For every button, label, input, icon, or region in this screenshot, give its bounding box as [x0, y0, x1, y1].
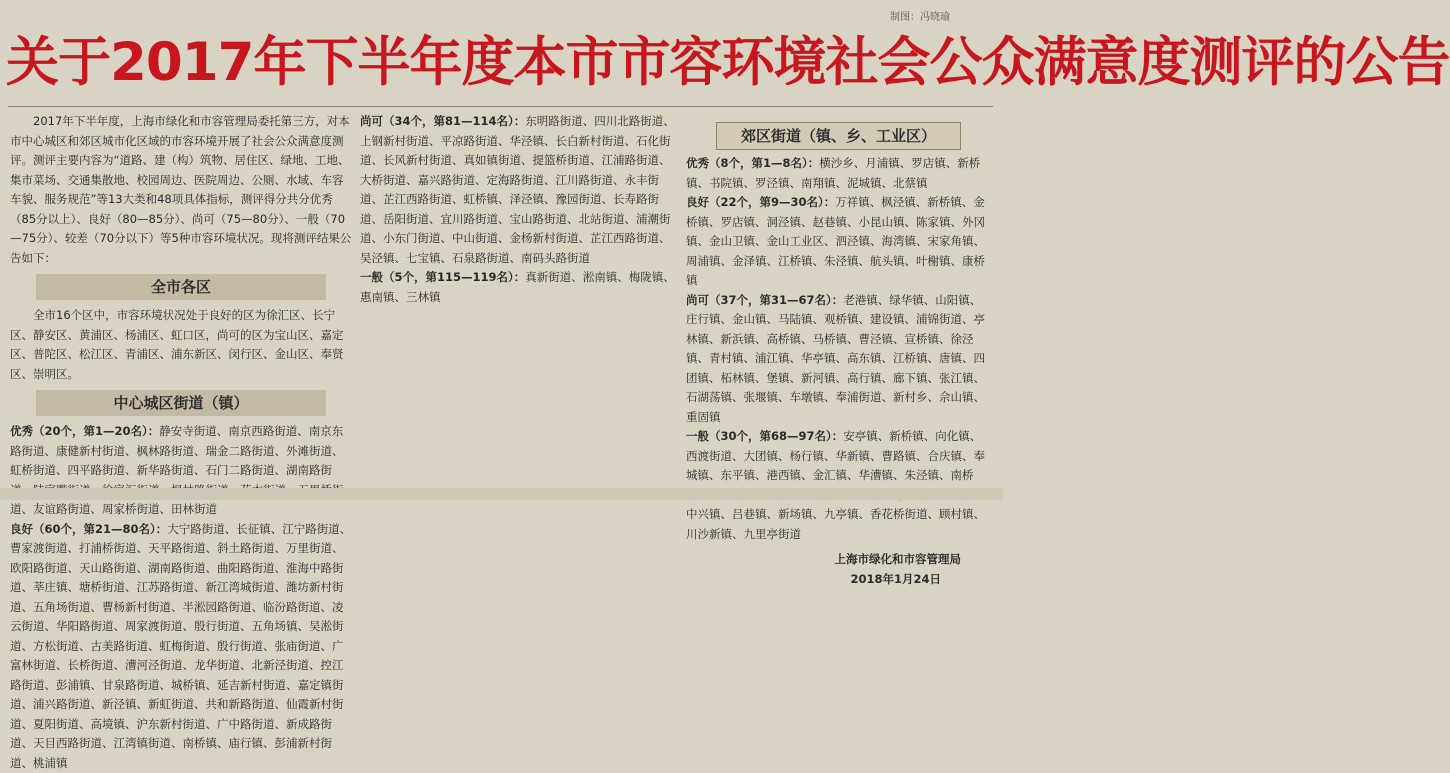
grade-label: 良好（60个，第21—80名）：: [10, 522, 167, 536]
grade-list: 静安寺街道、南京西路街道、南京东路街道、康健新村街道、枫林路街道、瑞金二路街道、外滩街道、虹桥街道、四平路街道、新华路街道、石门二路街道、湖南路街 道、友谊路街道、周家桥街道、田林街道: [10, 424, 344, 516]
column-middle: [360, 112, 678, 492]
section-heading-center: 中心城区街道（镇）: [36, 390, 326, 416]
grade-label: 一般（30个，第68—97名）：: [686, 429, 843, 443]
grade-label: 优秀（8个，第1—8名）：: [686, 156, 819, 170]
grade-list: 老港镇、绿华镇、山阳镇、庄行镇、金山镇、马陆镇、观桥镇、建设镇、浦锦街道、亭林镇、新浜镇、高桥镇、马桥镇、曹泾镇、宣桥镇、徐泾镇、青村镇、浦江镇、华亭镇、高东镇、江桥镇、唐镇、四团镇、柘林镇、堡镇、新河镇、高行镇、廊下镇、张江镇、石湖荡镇、张堰镇、车墩镇、奉浦街道、新村乡、佘山镇、重固镇: [686, 293, 985, 424]
grade-list: 真新街道、淞南镇、梅陇镇、惠南镇、三林镇: [360, 270, 675, 304]
intro-paragraph: 2017年下半年度，上海市绿化和市容管理局委托第三方，对本市中心城区和郊区城市化区域的市容环境开展了社会公众满意度测评。测评主要内容为“道路、建（构）筑物、居住区、绿地、工地、集市菜场、交通集散地、校园周边、医院周边、公厕、水域、车容车貌、服务规范”等13大类和48项具体指标，测评得分共分优秀（85分以上）、良好（80—85分）、尚可（75—80分）、一般（70—75分）、较差（70分以下）等5种市容环境状况。现将测评结果公告如下：: [10, 112, 352, 268]
all-districts-paragraph: 全市16个区中，市容环境状况处于良好的区为徐汇区、长宁区、静安区、黄浦区、杨浦区、虹口区，尚可的区为宝山区、嘉定区、普陀区、松江区、青浦区、浦东新区、闵行区、金山区、奉贤区、崇明区。: [10, 306, 352, 384]
publish-date: 2018年1月24日: [686, 570, 991, 590]
divider: [8, 106, 993, 107]
center-fair-paragraph: [360, 112, 678, 268]
grade-list: 安亭镇、新桥镇、向化镇、西渡街道、大团镇、杨行镇、华新镇、曹路镇、合庆镇、奉城镇、东平镇、港西镇、金汇镇、华漕镇、朱泾镇、南桥 中兴镇、吕巷镇、新场镇、九亭镇、香花桥街道、顾村镇、川沙新镇、九里亭街道: [686, 429, 985, 541]
grade-label: 尚可（37个，第31—67名）：: [686, 293, 843, 307]
grade-label: 优秀（20个，第1—20名）：: [10, 424, 159, 438]
center-normal-paragraph: [360, 268, 678, 307]
grade-label: 尚可（34个，第81—114名）：: [360, 114, 525, 128]
column-right: [686, 112, 991, 492]
photo-credit: 制图：冯晓瑜: [890, 8, 950, 23]
suburb-excellent-paragraph: [686, 154, 991, 193]
grade-label: 良好（22个，第9—30名）：: [686, 195, 835, 209]
grade-label: 一般（5个，第115—119名）：: [360, 270, 525, 284]
grade-list: 大宁路街道、长征镇、江宁路街道、曹家渡街道、打浦桥街道、天平路街道、斜土路街道、万里街道、欧阳路街道、天山路街道、湖南路街道、曲阳路街道、淮海中路街道、莘庄镇、塘桥街道、江苏路街道、新江湾城街道、潍坊新村街道、五角场街道、曹杨新村街道、半淞园路街道、临汾路街道、凌云街道、华阳路街道、周家渡街道、殷行街道、五角场镇、吴淞街道、方松街道、古美路街道、虹梅街道、殷行街道、张庙街道、广富林街道、长桥街道、漕河泾街道、龙华街道、北新泾街道、控江路街道、彭浦镇、甘泉路街道、城桥镇、延吉新村街道、嘉定镇街道、浦兴路街道、新泾镇、新虹街道、共和新路街道、仙霞新村街道、夏阳街道、高境镇、沪东新村街道、广中路街道、新成路街道、天目西路街道、江湾镇街道、南桥镇、庙行镇、彭浦新村街道、桃浦镇: [10, 522, 351, 770]
grade-list: 东明路街道、四川北路街道、上钢新村街道、平凉路街道、华泾镇、长白新村街道、石化街道、长风新村街道、真如镇街道、提篮桥街道、江浦路街道、大桥街道、嘉兴路街道、定海路街道、江川路街道、永丰街道、芷江西路街道、虹桥镇、泽泾镇、豫园街道、长寿路街道、岳阳街道、宜川路街道、宝山路街道、北站街道、浦潮街道、小东门街道、中山街道、金杨新村街道、芷江西路街道、吴泾镇、七宝镇、石泉路街道、南码头路街道: [360, 114, 675, 265]
center-excellent-paragraph: [10, 422, 352, 520]
column-left: [10, 112, 352, 492]
grade-list: 万祥镇、枫泾镇、新桥镇、金桥镇、罗店镇、洞泾镇、赵巷镇、小昆山镇、陈家镇、外冈镇、金山卫镇、金山工业区、泗泾镇、海湾镇、宋家角镇、周浦镇、金泽镇、江桥镇、朱泾镇、航头镇、叶榭镇、康桥镇: [686, 195, 985, 287]
headline: 关于2017年下半年度本市市容环境社会公众满意度测评的公告: [6, 22, 991, 104]
signature: 上海市绿化和市容管理局: [686, 550, 991, 570]
section-heading-all-districts: 全市各区: [36, 274, 326, 300]
grade-list: 横沙乡、月浦镇、罗店镇、新桥镇、书院镇、罗泾镇、南翔镇、泥城镇、北蔡镇: [686, 156, 980, 190]
section-heading-suburb: 郊区街道（镇、乡、工业区）: [716, 122, 961, 150]
page-footer-strip: [0, 488, 1003, 500]
suburb-good-paragraph: [686, 193, 991, 291]
suburb-fair-paragraph: [686, 291, 991, 428]
suburb-normal-paragraph: [686, 427, 991, 544]
center-good-paragraph: [10, 520, 352, 773]
